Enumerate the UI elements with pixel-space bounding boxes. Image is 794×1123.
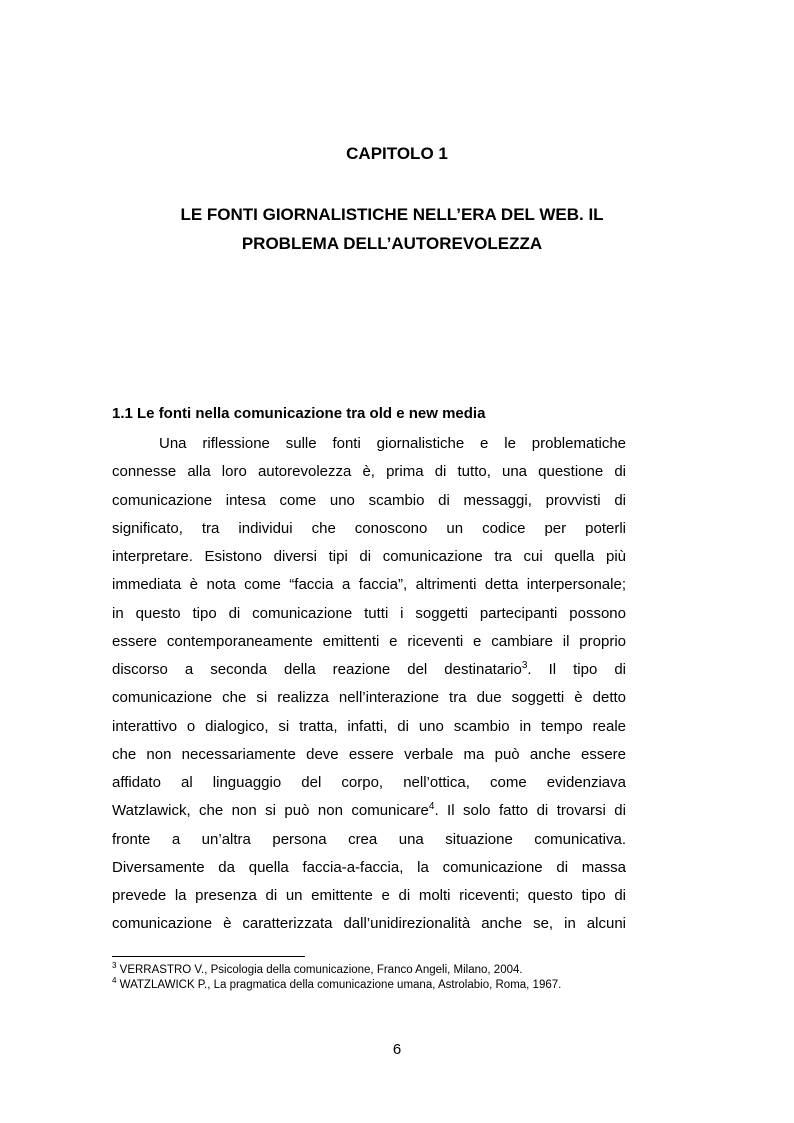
body-line: affidato al linguaggio del corpo, nell’ottica, come evidenziava <box>112 774 626 791</box>
footnotes <box>112 963 626 993</box>
body-line: Diversamente da quella faccia-a-faccia, la comunicazione di massa <box>112 858 626 876</box>
body-line <box>112 656 626 684</box>
chapter-title-line-1: LE FONTI GIORNALISTICHE NELL’ERA DEL WEB. IL <box>180 205 604 224</box>
footnote-number: 4 <box>112 976 117 986</box>
chapter-label: CAPITOLO 1 <box>346 144 448 163</box>
body-line-text: discorso a seconda della reazione del destinatario <box>112 661 522 678</box>
body-line: immediata è nota come “faccia a faccia”, altrimenti detta interpersonale; <box>112 576 626 594</box>
footnote-ref-3[interactable]: 3 <box>521 660 528 671</box>
body-line: interattivo o dialogico, si tratta, infatti, di uno scambio in tempo reale <box>112 717 626 735</box>
footnote-ref-4[interactable]: 4 <box>428 801 435 813</box>
body-line-text-tail: . Il tipo di <box>527 661 626 678</box>
footnote-text: WATZLAWICK P., La pragmatica della comunicazione umana, Astrolabio, Roma, 1967. <box>119 979 562 991</box>
footnote-number: 3 <box>112 961 117 971</box>
body-line: fronte a un’altra persona crea una situazione comunicativa. <box>112 830 626 848</box>
chapter-title <box>112 200 672 258</box>
body-line-text: Watzlawick, che non si può non comunicare <box>112 802 429 820</box>
body-line-text-tail: . Il solo fatto di trovarsi di <box>434 802 626 820</box>
page-number: 6 <box>392 1041 402 1058</box>
body-line: in questo tipo di comunicazione tutti i soggetti partecipanti possono <box>112 604 626 622</box>
body-line: interpretare. Esistono diversi tipi di comunicazione tra cui quella più <box>112 548 626 565</box>
body-line: comunicazione intesa come uno scambio di messaggi, provvisti di <box>112 491 626 509</box>
body-line <box>112 797 626 825</box>
body-line: che non necessariamente deve essere verbale ma può anche essere <box>112 745 626 763</box>
body-line: connesse alla loro autorevolezza è, prima di tutto, una questione di <box>112 463 626 481</box>
section-heading: 1.1 Le fonti nella comunicazione tra old e new media <box>112 405 486 422</box>
footnote-3 <box>112 963 626 978</box>
body-line: comunicazione che si realizza nell’interazione tra due soggetti è detto <box>112 689 626 707</box>
body-text <box>112 430 626 939</box>
chapter-title-line-2: PROBLEMA DELL’AUTOREVOLEZZA <box>241 234 543 253</box>
body-line: prevede la presenza di un emittente e di molti riceventi; questo tipo di <box>112 887 626 904</box>
body-line: comunicazione è caratterizzata dall’unidirezionalità anche se, in alcuni <box>112 915 626 933</box>
body-line: Una riflessione sulle fonti giornalistiche e le problematiche <box>159 435 626 452</box>
body-line: essere contemporaneamente emittenti e riceventi e cambiare il proprio <box>112 632 626 650</box>
footnote-4 <box>112 978 626 993</box>
footnote-divider <box>112 956 305 957</box>
footnote-text: VERRASTRO V., Psicologia della comunicazione, Franco Angeli, Milano, 2004. <box>119 964 523 976</box>
body-line: significato, tra individui che conoscono un codice per poterli <box>112 519 626 537</box>
